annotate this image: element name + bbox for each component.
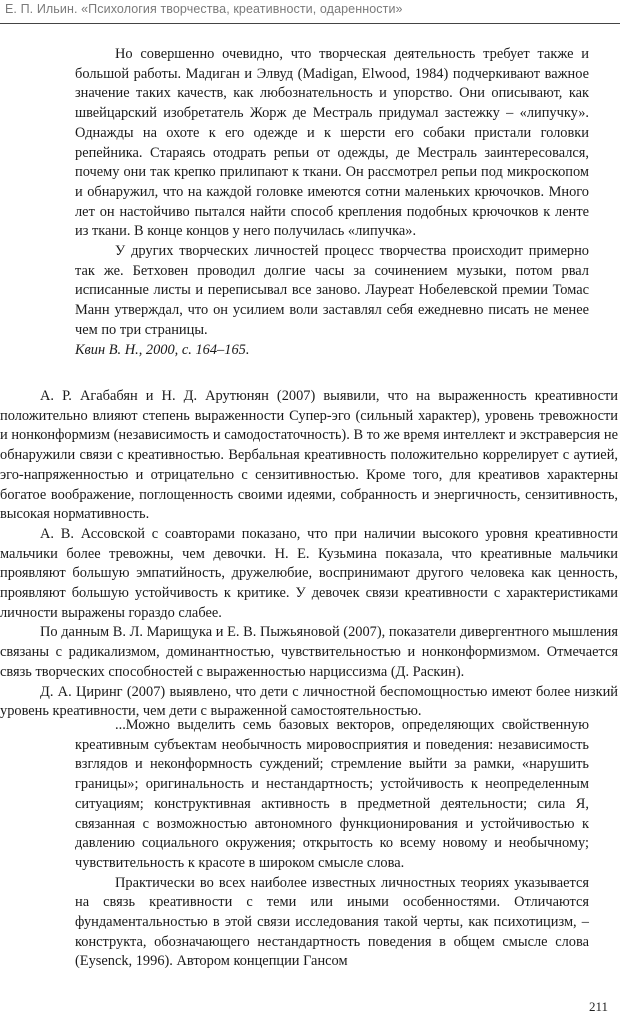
quote-paragraph: У других творческих личностей процесс творчества происходит примерно так же. Бетховен проводил долгие часы за сочинением музыки, потом рвал исписанные листы и переписывал все заново. Лауреат Нобелевской премии Томас Манн утверждал, что он усилием воли заставлял себя ежедневно писать не менее чем по три страницы. — [75, 243, 589, 338]
body-paragraph: Д. А. Циринг (2007) выявлено, что дети с личностной беспомощностью имеют более низкий уровень креативности, чем дети с выраженной самостоятельностью. — [0, 683, 618, 720]
page-number: 211 — [588, 999, 608, 1014]
running-header: Е. П. Ильин. «Психология творчества, креативности, одаренности» — [5, 2, 403, 16]
header-rule — [0, 23, 620, 24]
quote-paragraph: Практически во всех наиболее известных личностных теориях указывается на связь креативности с теми или иными особенностями. Отличаются фундаментальностью в этой связи исследования такой черты, как психотицизм, – конструкта, обозначающего нестандартность поведения в общем смысле слова (Eysenck, 1996). Автором концепции Гансом — [75, 874, 589, 970]
quote-block-top — [75, 45, 589, 360]
quote-paragraph: Но совершенно очевидно, что творческая деятельность требует также и большой работы. Мадиган и Элвуд (Madigan, Elwood, 1984) подчеркивают важное значение таких качеств, как любознательность и упорство. Они описывают, как швейцарский изобретатель Жорж де Местраль придумал застежку – «липучку». Однажды на охоте к его одежде и к шерсти его собаки пристали головки репейника. Стараясь отодрать репьи от одежды, де Местраль заинтересовался, почему они так крепко прилипают к ткани. Он рассмотрел репьи под микроскопом и обнаружил, что на каждой головке имеются сотни маленьких крючочков. Много лет он настойчиво пытался найти способ крепления подобных крючочков к ленте из ткани. В конце концов у него получилась «липучка». — [75, 46, 589, 240]
body-paragraph: А. Р. Агабабян и Н. Д. Арутюнян (2007) выявили, что на выраженность креативности положительно влияют степень выраженности Супер-эго (сильный характер), уровень тревожности и нонконформизм (независимость и самодостаточность). В то же время интеллект и экстраверсия не обнаружили связи с креативностью. Вербальная креативность положительно коррелирует с аутией, эго-напряженностью и отрицательно с сензитивностью. Кроме того, для креативов характерны богатое воображение, поглощенность своими идеями, собранность и энергичность, сензитивность, высокая нормативность. — [0, 388, 618, 523]
quote-block-bottom — [75, 716, 589, 972]
quote-source: Квин В. Н., 2000, с. 164–165. — [75, 341, 250, 358]
body-paragraph: По данным В. Л. Марищука и Е. В. Пыжьяновой (2007), показатели дивергентного мышления связаны с радикализмом, доминантностью, чувствительностью и нонконформизмом. Отмечается связь творческих способностей с выраженностью нарциссизма (Д. Раскин). — [0, 624, 618, 680]
main-text — [0, 387, 618, 722]
body-paragraph: А. В. Ассовской с соавторами показано, что при наличии высокого уровня креативности мальчики более тревожны, чем девочки. Н. Е. Кузьмина показала, что креативные мальчики проявляют большую эмпатийность, дружелюбие, воспринимают другого человека как ценность, проявляют большую устойчивость к критике. У девочек связи креативности с характеристиками личности выражены гораздо слабее. — [0, 525, 618, 621]
quote-paragraph: ...Можно выделить семь базовых векторов, определяющих свойственную креативным субъектам необычность мировосприятия и поведения: независимость взглядов и неконформность суждений; стремление выйти за рамки, «нарушить границы»; оригинальность и нестандартность; устойчивость к неопределенным ситуациям; конструктивная активность в предметной деятельности; сила Я, связанная с возможностью автономного функционирования и устойчивостью к давлению социального окружения; открытость ко всему новому и необычному; чувствительность к красоте в широком смысле слова. — [75, 717, 589, 871]
